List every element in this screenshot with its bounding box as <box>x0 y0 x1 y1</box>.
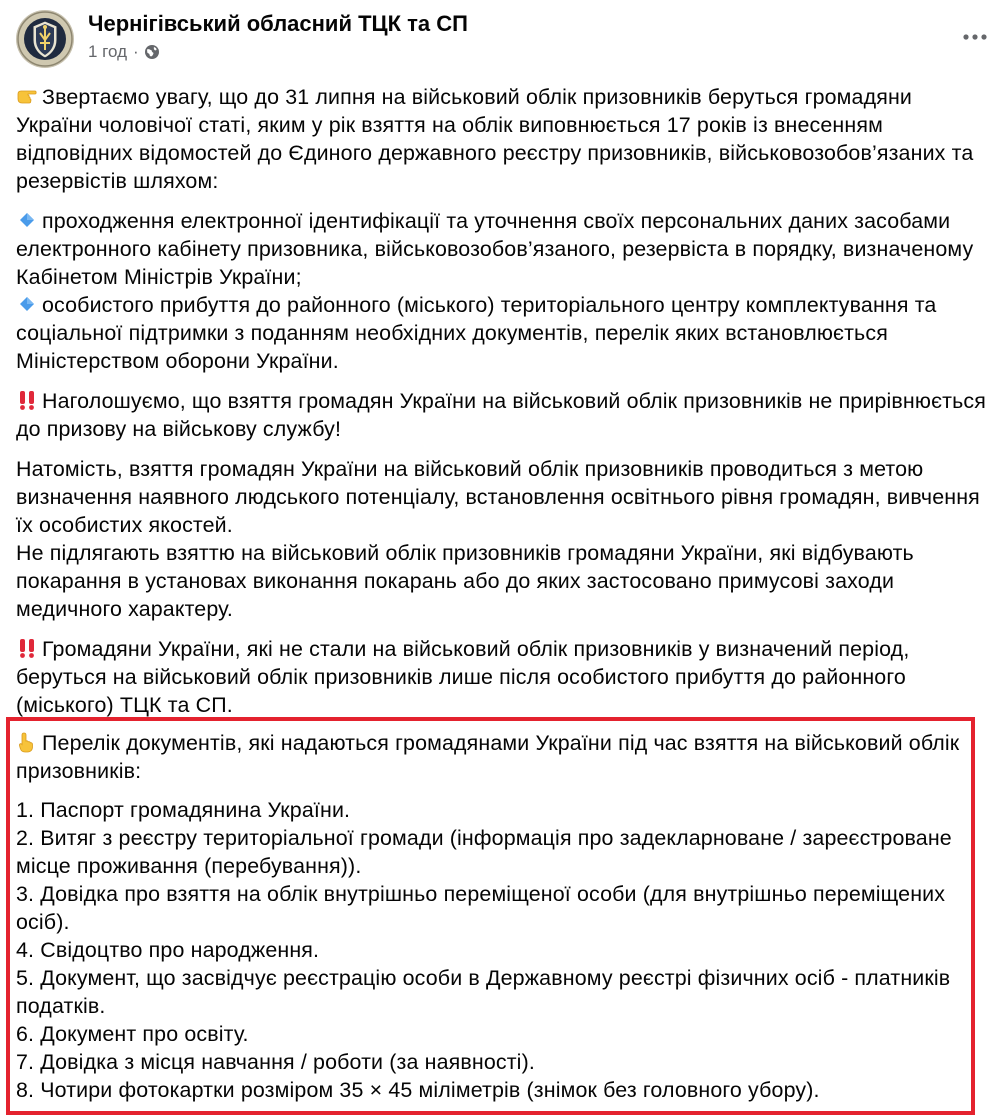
post-header <box>0 0 1004 76</box>
more-horizontal-icon <box>962 33 988 41</box>
documents-heading-text: Перелік документів, які надаються громадянами України під час взяття на військовий облік призовників: <box>16 731 960 783</box>
double-exclamation-mark-icon <box>16 637 38 659</box>
intro-text: Звертаємо увагу, що до 31 липня на військовий облік призовників беруться громадяни України чоловічої статі, яким у рік взяття на облік виповнюється 17 років із внесенням відповідних відомостей до Єдиного державного реєстру призовників, військовозобов’язаних та резервістів шляхом: <box>16 85 974 193</box>
post-meta <box>88 42 160 62</box>
list-item: 3. Довідка про взяття на облік внутрішньо переміщеної особи (для внутрішньо переміщених осіб). <box>16 882 946 934</box>
bullet-text: проходження електронної ідентифікації та уточнення своїх персональних даних засобами електронного кабінету призовника, військовозобов’язаного, резервіста в порядку, визначеному Кабінетом Міністрів України; <box>16 209 974 289</box>
notice-paragraph <box>16 635 991 719</box>
coat-of-arms-logo <box>16 10 74 68</box>
small-blue-diamond-icon <box>16 209 38 231</box>
list-item: 7. Довідка з місця навчання / роботи (за наявності). <box>16 1050 535 1074</box>
post-time[interactable]: 1 год <box>88 42 128 61</box>
index-pointing-up-icon <box>16 731 38 753</box>
body-paragraph: Не підлягають взяттю на військовий облік призовників громадяни України, які відбувають покарання в установах виконання покарань або до яких застосовано примусові заходи медичного характеру. <box>16 541 914 621</box>
list-item: 5. Документ, що засвідчує реєстрацію особи в Державному реєстрі фізичних осіб - платників податків. <box>16 966 951 1018</box>
bullet-item <box>16 207 991 291</box>
globe-icon[interactable] <box>144 44 160 60</box>
notice-text: Громадяни України, які не стали на військовий облік призовників у визначений період, беруться на військовий облік призовників лише після особистого прибуття до районного (міського) ТЦК та СП. <box>16 637 910 717</box>
page-avatar[interactable] <box>16 10 74 68</box>
list-item: 1. Паспорт громадянина України. <box>16 798 351 822</box>
backhand-index-pointing-right-icon <box>16 85 38 107</box>
documents-heading <box>16 729 976 785</box>
list-item: 2. Витяг з реєстру територіальної громади (інформація про задекларноване / зареєстроване місце проживання (перебування)). <box>16 826 952 878</box>
bullet-item <box>16 291 991 375</box>
list-item: 8. Чотири фотокартки розміром 35 × 45 міліметрів (знімок без головного убору). <box>16 1078 820 1102</box>
list-item: 4. Свідоцтво про народження. <box>16 938 320 962</box>
post-body <box>16 83 991 719</box>
intro-paragraph <box>16 83 991 195</box>
notice-paragraph <box>16 387 991 443</box>
page-name[interactable]: Чернігівський обласний ТЦК та СП <box>88 11 468 36</box>
small-blue-diamond-icon <box>16 293 38 315</box>
list-item: 6. Документ про освіту. <box>16 1022 249 1046</box>
body-paragraph: Натомість, взяття громадян України на військовий облік призовників проводиться з метою визначення наявного людського потенціалу, встановлення освітнього рівня громадян, вивчення їх особистих якостей. <box>16 457 980 537</box>
notice-text: Наголошуємо, що взяття громадян України на військовий облік призовників не прирівнюється до призову на військову службу! <box>16 389 986 441</box>
meta-separator: · <box>133 42 139 61</box>
documents-section <box>16 729 976 1104</box>
double-exclamation-mark-icon <box>16 389 38 411</box>
more-options-button[interactable] <box>960 22 990 52</box>
documents-list <box>16 796 976 1104</box>
bullet-text: особистого прибуття до районного (міського) територіального центру комплектування та соціальної підтримки з поданням необхідних документів, перелік яких встановлюється Міністерством оборони України. <box>16 293 937 373</box>
